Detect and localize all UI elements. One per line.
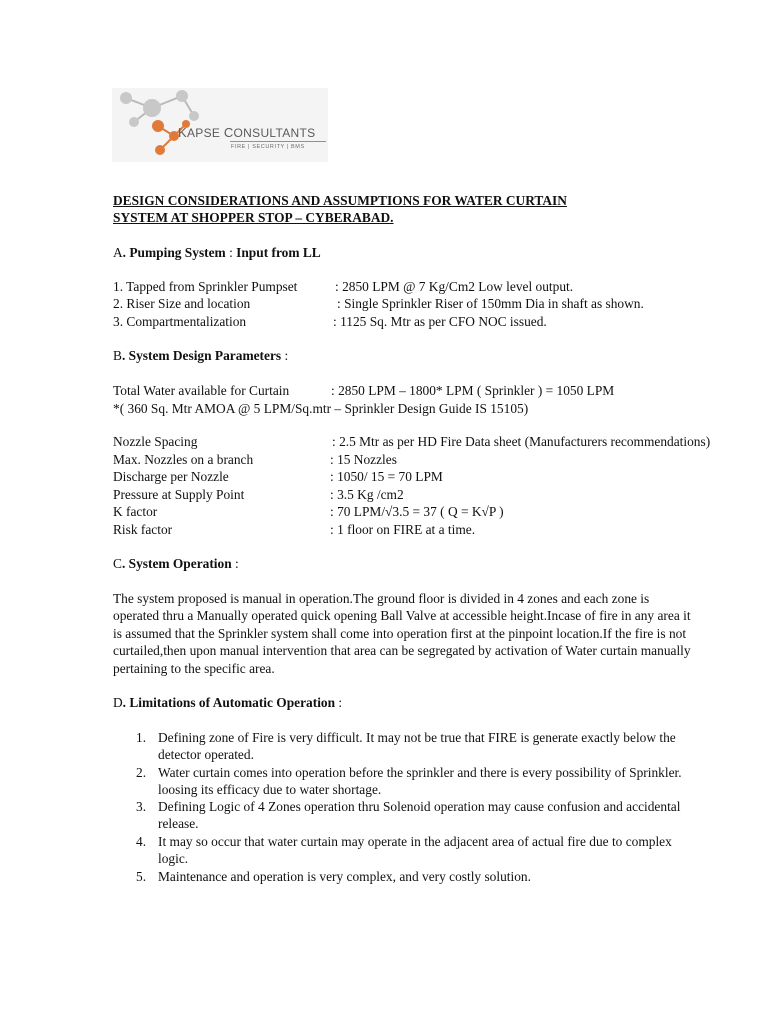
param-value: : 2.5 Mtr as per HD Fire Data sheet (Manufacturers recommendations) (332, 434, 711, 449)
operation-paragraph-line: operated thru a Manually operated quick opening Ball Valve at accessible height.Incase of fire in any area it (113, 608, 691, 623)
limitation-text: loosing its efficacy due to water shortage. (158, 782, 382, 797)
limitation-text: Maintenance and operation is very complex, and very costly solution. (158, 869, 531, 884)
logo-divider (230, 141, 326, 142)
operation-paragraph-line: curtailed,then upon manual intervention that area can be segregated by activation of Water curtain manually (113, 643, 691, 658)
section-b-heading: B. System Design Parameters : (113, 348, 289, 363)
document-title-line-2: SYSTEM AT SHOPPER STOP – CYBERABAD. (113, 210, 394, 225)
limitation-text: release. (158, 816, 199, 831)
pumping-row-label: 3. Compartmentalization (113, 314, 247, 329)
limitation-text: Defining zone of Fire is very difficult. It may not be true that FIRE is generate exactly below the (158, 730, 676, 745)
operation-paragraph-line: pertaining to the specific area. (113, 661, 275, 676)
param-label: Pressure at Supply Point (113, 487, 245, 502)
logo-company-name: KAPSE CONSULTANTS (178, 125, 316, 140)
param-value: : 3.5 Kg /cm2 (330, 487, 404, 502)
section-a-heading: A. Pumping System : Input from LL (113, 245, 321, 260)
param-label: Discharge per Nozzle (113, 469, 229, 484)
operation-paragraph-line: is assumed that the Sprinkler system shall come into operation first at the pinpoint location.If the fire is not (113, 626, 687, 641)
pumping-row-label: 1. Tapped from Sprinkler Pumpset (113, 279, 298, 294)
pumping-row-value: : 2850 LPM @ 7 Kg/Cm2 Low level output. (335, 279, 574, 294)
total-water-label: Total Water available for Curtain (113, 383, 290, 398)
company-logo (112, 88, 328, 162)
limitation-number: 2. (136, 765, 147, 780)
section-c-heading: C. System Operation : (113, 556, 239, 571)
pumping-row-value: : 1125 Sq. Mtr as per CFO NOC issued. (333, 314, 547, 329)
limitation-text: Defining Logic of 4 Zones operation thru Solenoid operation may cause confusion and accidental (158, 799, 681, 814)
limitation-text: logic. (158, 851, 189, 866)
limitation-text: Water curtain comes into operation before the sprinkler and there is every possibility of Sprinkler. (158, 765, 682, 780)
document-title-line-1: DESIGN CONSIDERATIONS AND ASSUMPTIONS FOR WATER CURTAIN (113, 193, 567, 208)
param-value: : 70 LPM/√3.5 = 37 ( Q = K√P ) (330, 504, 504, 519)
param-label: K factor (113, 504, 158, 519)
param-value: : 15 Nozzles (330, 452, 397, 467)
limitation-text: It may so occur that water curtain may operate in the adjacent area of actual fire due to complex (158, 834, 672, 849)
limitation-number: 1. (136, 730, 147, 745)
limitation-number: 3. (136, 799, 147, 814)
operation-paragraph-line: The system proposed is manual in operation.The ground floor is divided in 4 zones and each zone is (113, 591, 650, 606)
logo-tagline: FIRE | SECURITY | BMS (231, 144, 305, 150)
param-label: Nozzle Spacing (113, 434, 198, 449)
param-label: Risk factor (113, 522, 173, 537)
limitation-number: 4. (136, 834, 147, 849)
param-label: Max. Nozzles on a branch (113, 452, 254, 467)
total-water-note: *( 360 Sq. Mtr AMOA @ 5 LPM/Sq.mtr – Sprinkler Design Guide IS 15105) (113, 401, 529, 416)
pumping-row-label: 2. Riser Size and location (113, 296, 251, 311)
limitation-number: 5. (136, 869, 147, 884)
pumping-row-value: : Single Sprinkler Riser of 150mm Dia in shaft as shown. (337, 296, 644, 311)
section-d-heading: D. Limitations of Automatic Operation : (113, 695, 343, 710)
total-water-value: : 2850 LPM – 1800* LPM ( Sprinkler ) = 1050 LPM (331, 383, 615, 398)
param-value: : 1 floor on FIRE at a time. (330, 522, 476, 537)
param-value: : 1050/ 15 = 70 LPM (330, 469, 443, 484)
limitation-text: detector operated. (158, 747, 254, 762)
